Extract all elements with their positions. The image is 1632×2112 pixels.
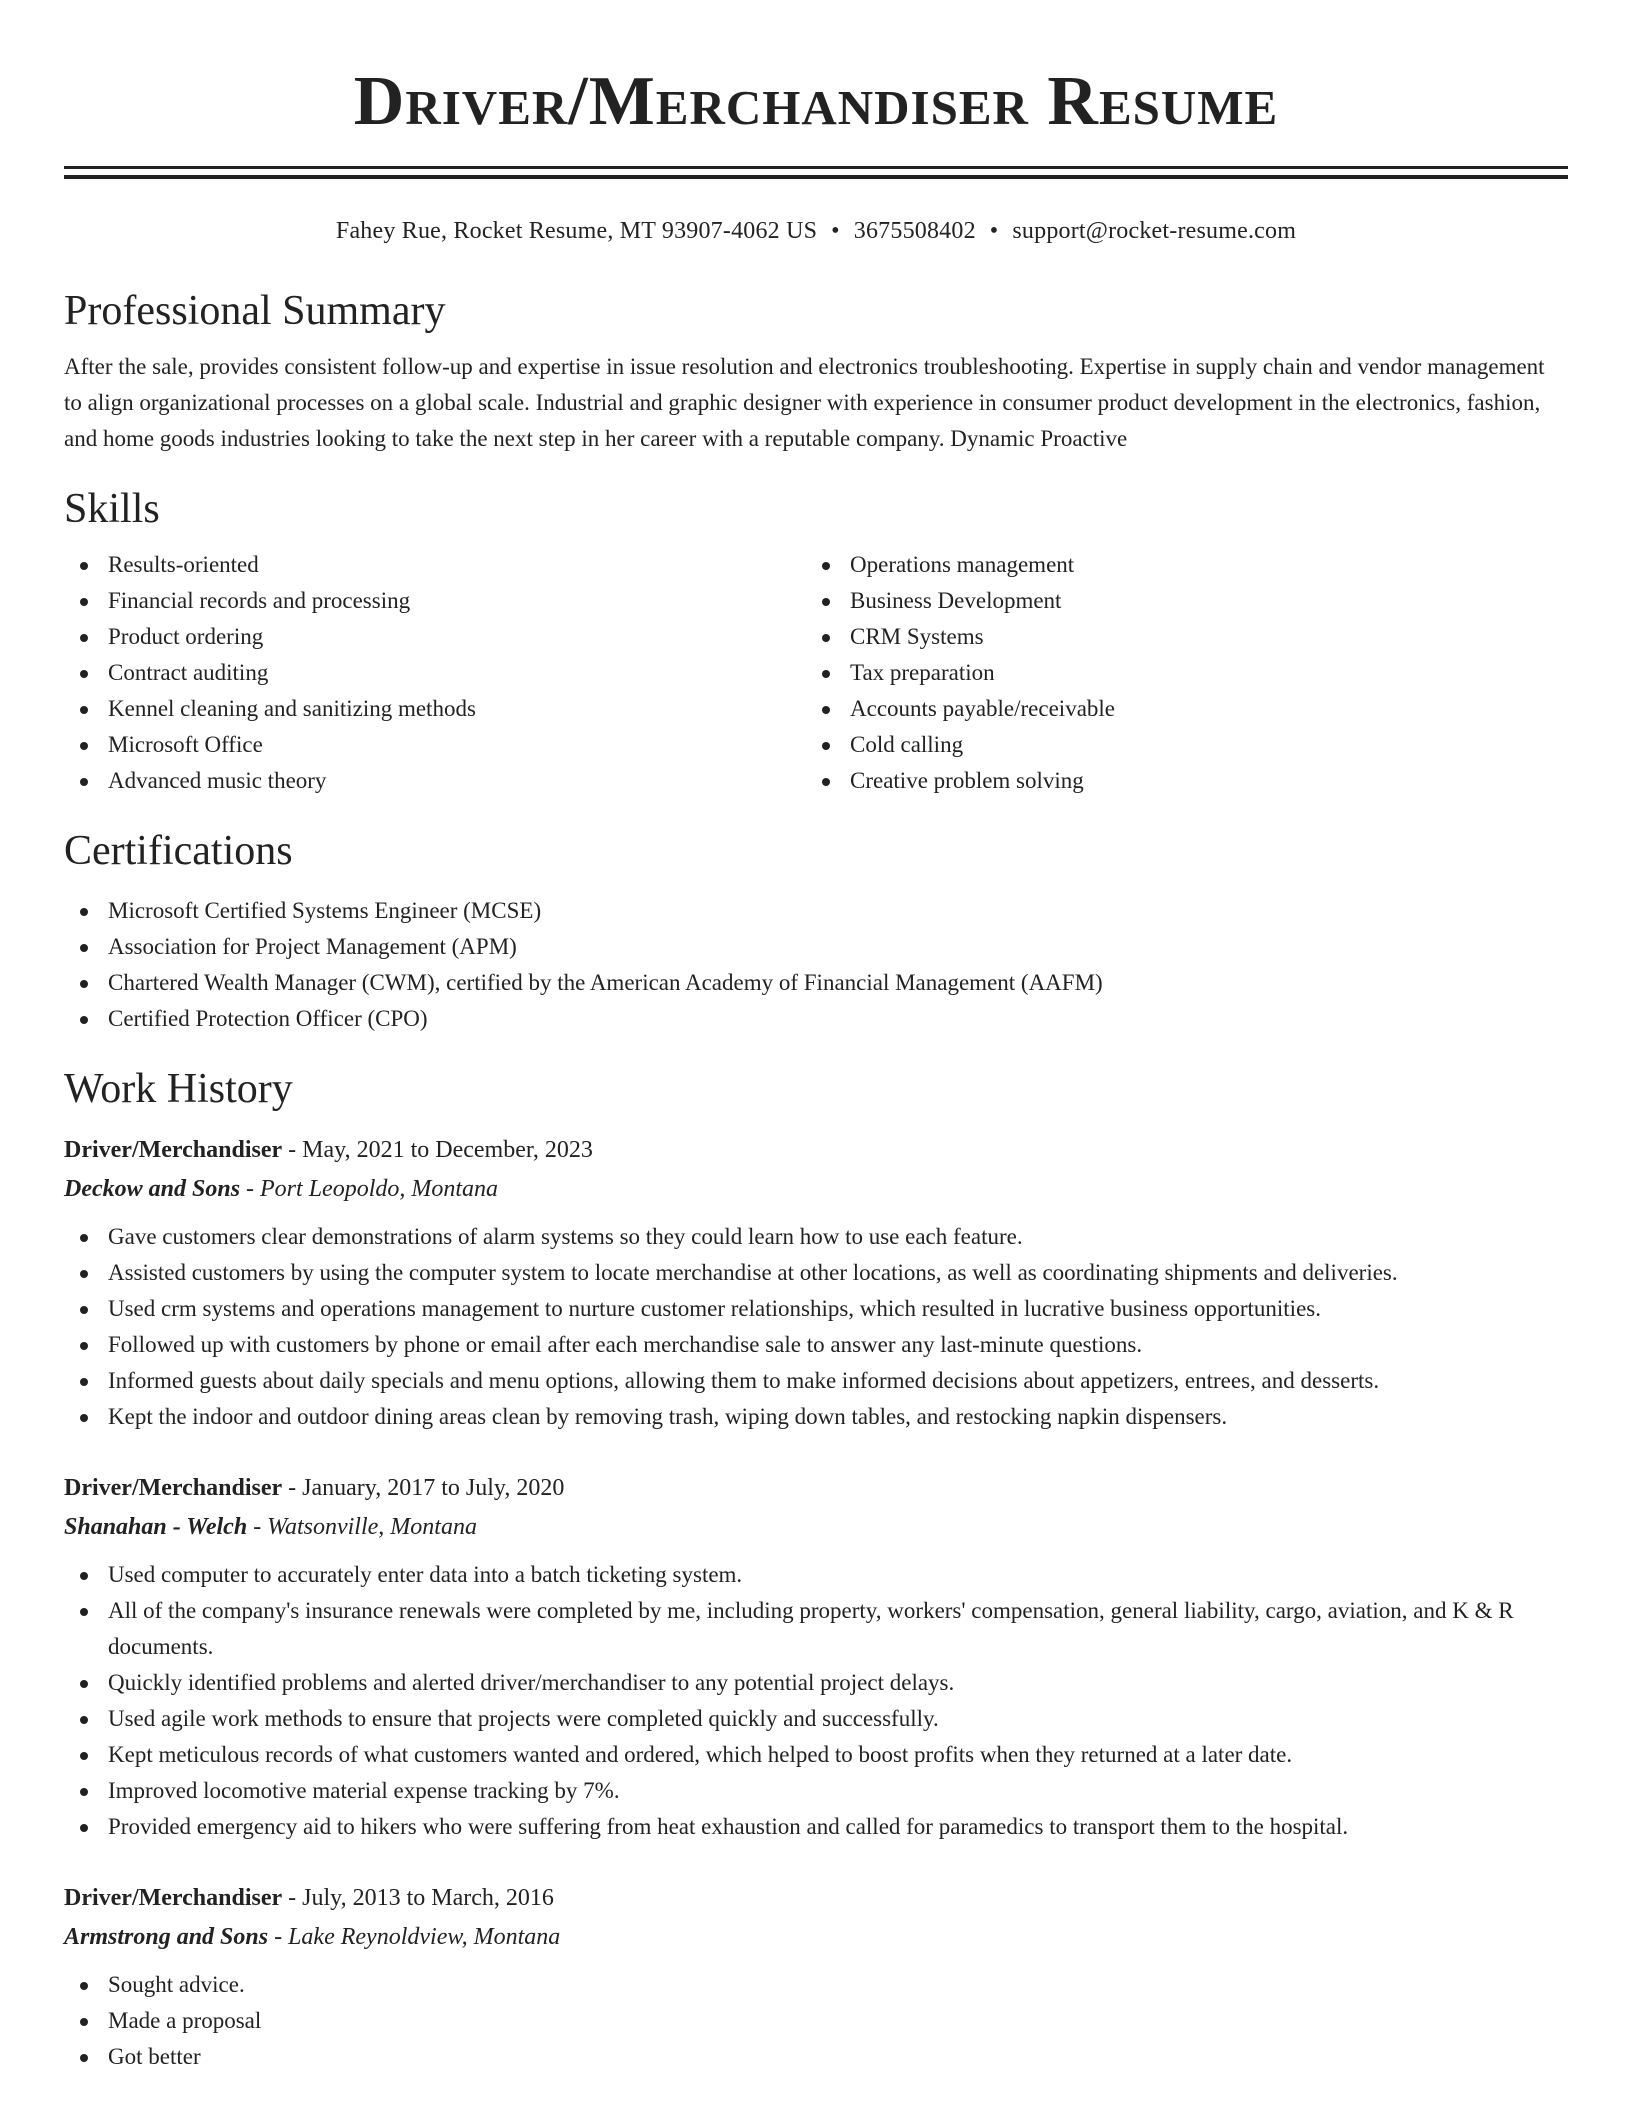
job-dates: - July, 2013 to March, 2016 [282,1885,554,1911]
skill-item: Accounts payable/receivable [806,691,1548,727]
work-history-heading: Work History [64,1066,293,1112]
skill-item: Cold calling [806,727,1548,763]
job-duty-item: Used agile work methods to ensure that projects were completed quickly and successfully. [64,1701,1568,1737]
job-duty-item: Used computer to accurately enter data into a batch ticketing system. [64,1557,1568,1593]
job-duty-item: Followed up with customers by phone or email after each merchandise sale to answer any last-minute questions. [64,1327,1568,1363]
job-company: Shanahan - Welch [64,1514,248,1540]
skill-item: Financial records and processing [64,583,806,619]
job-duty-item: Provided emergency aid to hikers who were suffering from heat exhaustion and called for paramedics to transport them to the hospital. [64,1809,1568,1845]
job-duty-item: All of the company's insurance renewals were completed by me, including property, workers' compensation, general liability, cargo, aviation, and K & R documents. [64,1593,1568,1665]
skill-item: Business Development [806,583,1548,619]
skill-item: Kennel cleaning and sanitizing methods [64,691,806,727]
skill-item: CRM Systems [806,619,1548,655]
certification-item: Certified Protection Officer (CPO) [64,1001,1568,1037]
job-title-line [64,1131,1568,1169]
job-duty-item: Made a proposal [64,2003,1568,2039]
job-duty-item: Kept the indoor and outdoor dining areas clean by removing trash, wiping down tables, and restocking napkin dispensers. [64,1399,1568,1435]
job-location: - Watsonville, Montana [247,1514,477,1540]
skill-item: Contract auditing [64,655,806,691]
job-duty-item: Quickly identified problems and alerted driver/merchandiser to any potential project delays. [64,1665,1568,1701]
job-entry [64,1879,1568,2075]
job-company-line [64,1169,1568,1209]
job-location: - Lake Reynoldview, Montana [268,1924,561,1950]
job-duty-item: Improved locomotive material expense tracking by 7%. [64,1773,1568,1809]
job-duty-item: Got better [64,2039,1568,2075]
job-dates: - January, 2017 to July, 2020 [282,1475,565,1501]
certification-item: Microsoft Certified Systems Engineer (MCSE) [64,893,1568,929]
title-double-rule [64,166,1568,179]
job-duties-list [64,1219,1568,1435]
contact-phone: 3675508402 [853,218,976,244]
skill-item: Product ordering [64,619,806,655]
job-duty-item: Gave customers clear demonstrations of alarm systems so they could learn how to use each feature. [64,1219,1568,1255]
job-company: Deckow and Sons [64,1176,241,1202]
skills-heading: Skills [64,486,160,532]
resume-title: Driver/Merchandiser Resume [353,63,1279,140]
contact-email: support@rocket-resume.com [1012,218,1297,244]
contact-address: Fahey Rue, Rocket Resume, MT 93907-4062 US [335,218,818,244]
job-company-line [64,1507,1568,1547]
job-duty-item: Kept meticulous records of what customers wanted and ordered, which helped to boost profits when they returned at a later date. [64,1737,1568,1773]
job-title: Driver/Merchandiser [64,1137,283,1163]
summary-heading: Professional Summary [64,288,446,334]
certification-item: Association for Project Management (APM) [64,929,1568,965]
job-duty-item: Assisted customers by using the computer system to locate merchandise at other locations, as well as coordinating shipments and deliveries. [64,1255,1568,1291]
summary-text: After the sale, provides consistent follow-up and expertise in issue resolution and electronics troubleshooting. Expertise in supply chain and vendor management to align organizational processes on a global scale. Industrial and graphic designer with experience in consumer product development in the electronics, fashion, and home goods industries looking to take the next step in her career with a reputable company. Dynamic Proactive [64,354,1545,451]
skill-item: Microsoft Office [64,727,806,763]
skill-item: Advanced music theory [64,763,806,799]
job-company: Armstrong and Sons [64,1924,269,1950]
skill-item: Tax preparation [806,655,1548,691]
job-title-line [64,1879,1568,1917]
skill-item: Operations management [806,547,1548,583]
job-title-line [64,1469,1568,1507]
certification-item: Chartered Wealth Manager (CWM), certified by the American Academy of Financial Management (AAFM) [64,965,1568,1001]
certifications-heading: Certifications [64,828,293,874]
skill-item: Results-oriented [64,547,806,583]
job-duty-item: Informed guests about daily specials and menu options, allowing them to make informed decisions about appetizers, entrees, and desserts. [64,1363,1568,1399]
job-dates: - May, 2021 to December, 2023 [282,1137,593,1163]
job-location: - Port Leopoldo, Montana [240,1176,499,1202]
skills-columns [64,547,1568,799]
job-title: Driver/Merchandiser [64,1885,283,1911]
job-duty-item: Sought advice. [64,1967,1568,2003]
job-title: Driver/Merchandiser [64,1475,283,1501]
contact-separator: • [989,218,999,244]
job-entry [64,1131,1568,1435]
skills-list-left [64,547,806,799]
certifications-list [64,893,1568,1037]
skill-item: Creative problem solving [806,763,1548,799]
contact-separator: • [831,218,840,244]
job-company-line [64,1917,1568,1957]
job-entry [64,1469,1568,1845]
resume-page [64,0,1568,2075]
skills-list-right [806,547,1548,799]
job-duties-list [64,1557,1568,1845]
job-duty-item: Used crm systems and operations management to nurture customer relationships, which resulted in lucrative business opportunities. [64,1291,1568,1327]
contact-line [64,215,1568,247]
job-duties-list [64,1967,1568,2075]
